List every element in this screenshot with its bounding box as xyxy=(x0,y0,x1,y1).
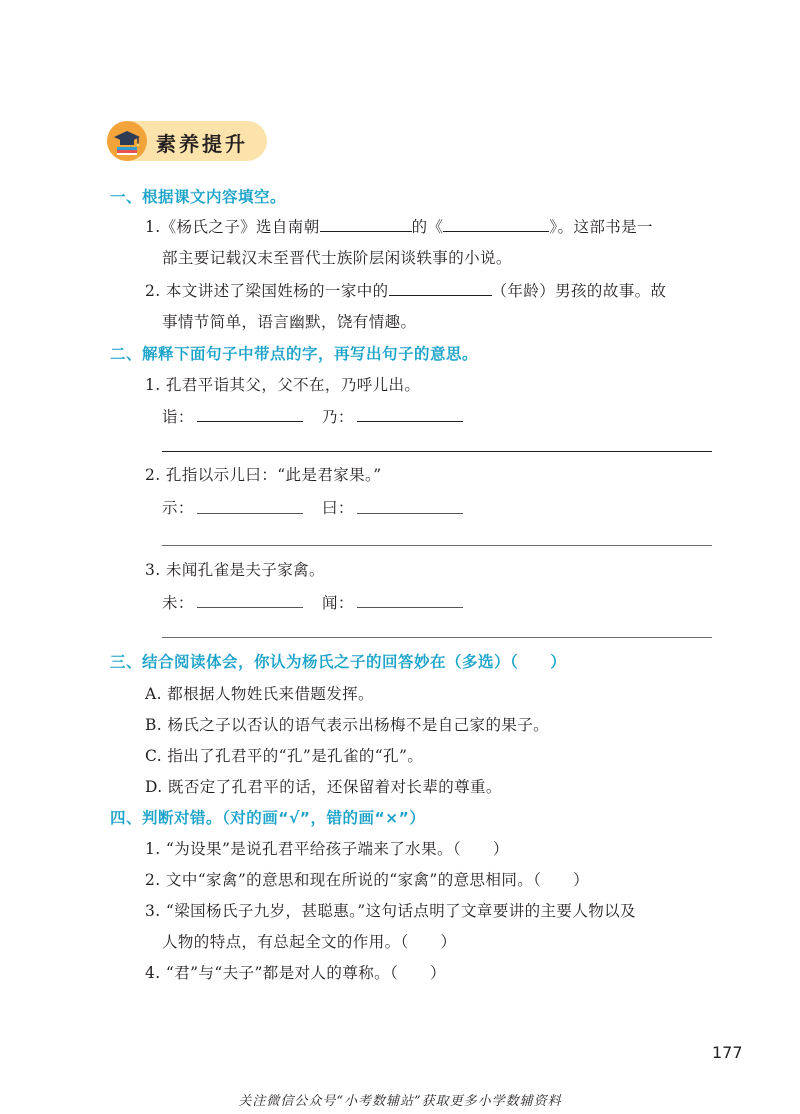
text-fragment: （年龄）男孩的故事。故 xyxy=(491,282,667,300)
word-answer-blank[interactable] xyxy=(357,421,463,422)
word-answer-blank[interactable] xyxy=(197,607,303,608)
page-title: 素养提升 xyxy=(156,132,248,156)
section-4-title: 四、判断对错。（对的画“√”，错的画“×”） xyxy=(110,809,426,827)
word-answer-blank[interactable] xyxy=(197,421,303,422)
graduation-cap-book-icon xyxy=(111,125,143,157)
word-label-wen: 闻： xyxy=(322,594,354,612)
section-2-title: 二、解释下面句子中带点的字，再写出句子的意思。 xyxy=(110,345,479,363)
page-number: 177 xyxy=(712,1043,743,1062)
text-fragment: 的《 xyxy=(411,218,444,236)
sentence-answer-line[interactable] xyxy=(162,637,712,638)
question-1-1-continued: 部主要记载汉末至晋代士族阶层闲谈轶事的小说。 xyxy=(162,249,512,267)
word-label-shi: 示： xyxy=(162,499,194,517)
option-c[interactable]: C. 指出了孔君平的“孔”是孔雀的“孔”。 xyxy=(145,747,424,765)
answer-blank[interactable] xyxy=(443,217,549,232)
question-2-1: 1. 孔君平诣其父，父不在，乃呼儿出。 xyxy=(145,376,421,394)
option-b[interactable]: B. 杨氏之子以否认的语气表示出杨梅不是自己家的果子。 xyxy=(145,716,550,734)
option-a[interactable]: A. 都根据人物姓氏来借题发挥。 xyxy=(145,685,374,703)
judge-item-1[interactable]: 1. “为设果”是说孔君平给孩子端来了水果。（ ） xyxy=(145,840,509,858)
section-1-title: 一、根据课文内容填空。 xyxy=(110,188,287,206)
judge-item-3-continued[interactable]: 人物的特点，有总起全文的作用。（ ） xyxy=(162,933,457,951)
question-1-2-continued: 事情节简单，语言幽默，饶有情趣。 xyxy=(162,313,417,331)
answer-blank[interactable] xyxy=(389,281,492,296)
answer-blank[interactable] xyxy=(320,217,412,232)
judge-item-3[interactable]: 3. “梁国杨氏子九岁，甚聪惠。”这句话点明了文章要讲的主要人物以及 xyxy=(145,902,636,920)
word-label-wei: 未： xyxy=(162,594,194,612)
option-d[interactable]: D. 既否定了孔君平的话，还保留着对长辈的尊重。 xyxy=(145,778,502,796)
judge-item-2[interactable]: 2. 文中“家禽”的意思和现在所说的“家禽”的意思相同。（ ） xyxy=(145,871,589,889)
section-3-title: 三、结合阅读体会，你认为杨氏之子的回答妙在（多选）（ ） xyxy=(110,653,567,671)
sentence-answer-line[interactable] xyxy=(162,451,712,452)
text-fragment: 2. 本文讲述了梁国姓杨的一家中的 xyxy=(145,282,389,300)
sentence-answer-line[interactable] xyxy=(162,545,712,546)
word-label-nai: 乃： xyxy=(322,408,354,426)
text-fragment: 1.《杨氏之子》选自南朝 xyxy=(145,218,320,236)
question-1-1 xyxy=(145,215,653,237)
question-1-2 xyxy=(145,279,666,301)
footer-note: 关注微信公众号“小考数辅站”获取更多小学数辅资料 xyxy=(238,1094,562,1109)
judge-item-4[interactable]: 4. “君”与“夫子”都是对人的尊称。（ ） xyxy=(145,964,446,982)
word-answer-blank[interactable] xyxy=(357,607,463,608)
word-answer-blank[interactable] xyxy=(197,513,303,514)
question-2-2: 2. 孔指以示儿曰：“此是君家果。” xyxy=(145,466,382,484)
text-fragment: 》。这部书是一 xyxy=(549,218,653,236)
word-answer-blank[interactable] xyxy=(357,513,463,514)
question-2-3: 3. 未闻孔雀是夫子家禽。 xyxy=(145,561,325,579)
word-label-yue: 曰： xyxy=(322,499,354,517)
word-label-zhi: 诣： xyxy=(162,408,194,426)
